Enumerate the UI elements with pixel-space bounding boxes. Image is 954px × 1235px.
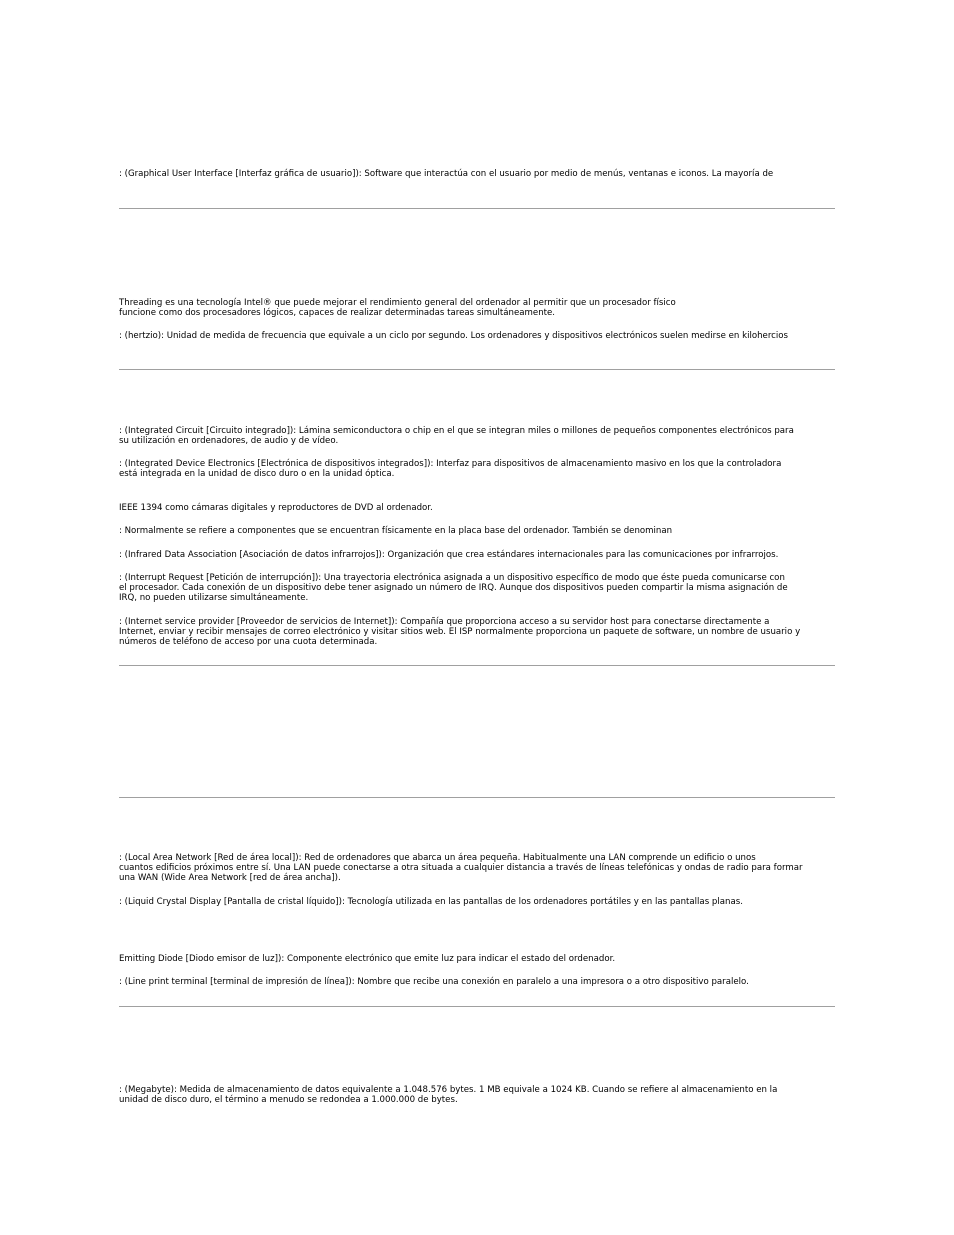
- section-divider: [119, 665, 835, 666]
- glossary-entry-irq: : (Interrupt Request [Petición de interrupción]): Una trayectoria electrónica asignada a un dispositivo específico de modo que éste pueda comunicarse con el procesador. Cada conexión de un dispositivo debe tener asignado un número de IRQ. Aunque dos dispositivos pueden compartir la misma asignación de IRQ, no pueden utilizarse simultáneamente.: [119, 573, 788, 603]
- glossary-entry-gui: : (Graphical User Interface [Interfaz gráfica de usuario]): Software que interactúa con el usuario por medio de menús, ventanas e iconos. La mayoría de: [119, 169, 774, 179]
- glossary-entry-isp: : (Internet service provider [Proveedor de servicios de Internet]): Compañía que proporciona acceso a su servidor host para conectarse directamente a Internet, enviar y recibir mensajes de correo electrónico y visitar sitios web. El ISP normalmente proporciona un paquete de software, un nombre de usuario y números de teléfono de acceso por una cuota determinada.: [119, 617, 801, 647]
- glossary-entry-irda: : (Infrared Data Association [Asociación de datos infrarrojos]): Organización que crea estándares internacionales para las comunicaciones por infrarrojos.: [119, 550, 779, 560]
- glossary-entry-mb: : (Megabyte): Medida de almacenamiento de datos equivalente a 1.048.576 bytes. 1 MB equivale a 1024 KB. Cuando se refiere al almacenamiento en la unidad de disco duro, el término a menudo se redondea a 1.000.000 de bytes.: [119, 1085, 778, 1105]
- glossary-entry-led: Emitting Diode [Diodo emisor de luz]): Componente electrónico que emite luz para indicar el estado del ordenador.: [119, 954, 616, 964]
- glossary-entry-lcd: : (Liquid Crystal Display [Pantalla de cristal líquido]): Tecnología utilizada en las pantallas de los ordenadores portátiles y en las pantallas planas.: [119, 897, 743, 907]
- glossary-entry-hz: : (hertzio): Unidad de medida de frecuencia que equivale a un ciclo por segundo. Los ordenadores y dispositivos electrónicos suelen medirse en kilohercios: [119, 331, 789, 341]
- section-divider: [119, 208, 835, 209]
- glossary-entry-lan: : (Local Area Network [Red de área local]): Red de ordenadores que abarca un área pequeña. Habitualmente una LAN comprende un edificio o unos cuantos edificios próximos entre sí. Una LAN puede conectarse a otra situada a cualquier distancia a través de líneas telefónicas y ondas de radio para formar una WAN (Wide Area Network [red de área ancha]).: [119, 853, 803, 883]
- glossary-entry-ieee-1394: IEEE 1394 como cámaras digitales y reproductores de DVD al ordenador.: [119, 503, 433, 513]
- glossary-entry-hyper-threading: Threading es una tecnología Intel® que puede mejorar el rendimiento general del ordenador al permitir que un procesador físico funcione como dos procesadores lógicos, capaces de realizar determinadas tareas simultáneamente.: [119, 298, 676, 318]
- glossary-entry-ic: : (Integrated Circuit [Circuito integrado]): Lámina semiconductora o chip en el que se integran miles o millones de pequeños componentes electrónicos para su utilización en ordenadores, de audio y de vídeo.: [119, 426, 794, 446]
- section-divider: [119, 797, 835, 798]
- glossary-entry-ide: : (Integrated Device Electronics [Electrónica de dispositivos integrados]): Interfaz para dispositivos de almacenamiento masivo en los que la controladora está integrada en la unidad de disco duro o en la unidad óptica.: [119, 459, 782, 479]
- section-divider: [119, 1006, 835, 1007]
- glossary-entry-lpt: : (Line print terminal [terminal de impresión de línea]): Nombre que recibe una conexión en paralelo a una impresora o a otro dispositivo paralelo.: [119, 977, 749, 987]
- glossary-entry-integrated: : Normalmente se refiere a componentes que se encuentran físicamente en la placa base del ordenador. También se denominan: [119, 526, 673, 536]
- section-divider: [119, 369, 835, 370]
